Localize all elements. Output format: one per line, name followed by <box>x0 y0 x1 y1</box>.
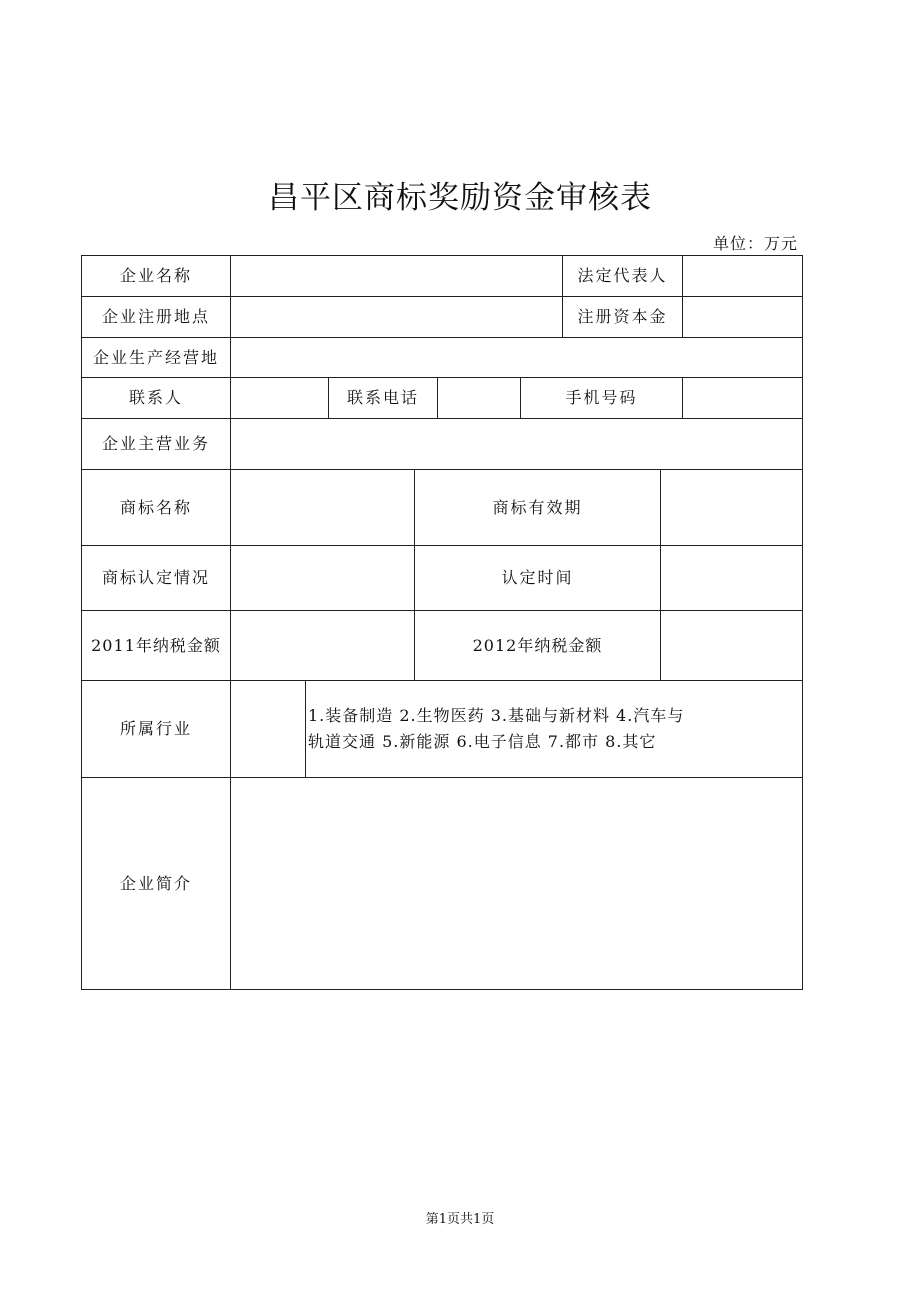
industry-options-line1: 1.装备制造 2.生物医药 3.基础与新材料 4.汽车与 <box>308 705 685 725</box>
main-business-label: 企业主营业务 <box>82 419 231 470</box>
trademark-name-label: 商标名称 <box>82 470 231 546</box>
industry-options-line2: 轨道交通 5.新能源 6.电子信息 7.都市 8.其它 <box>308 732 657 751</box>
reg-address-label: 企业注册地点 <box>82 297 231 338</box>
enterprise-name-field[interactable] <box>231 256 563 297</box>
enterprise-name-label: 企业名称 <box>82 256 231 297</box>
page-footer: 第1页共1页 <box>425 1212 495 1227</box>
contact-phone-field[interactable] <box>438 378 521 419</box>
table-row <box>82 256 803 297</box>
mobile-field[interactable] <box>683 378 803 419</box>
tax-2011-label: 2011年纳税金额 <box>82 611 231 681</box>
industry-options <box>306 681 803 778</box>
profile-label: 企业简介 <box>82 778 231 990</box>
contact-person-label: 联系人 <box>82 378 231 419</box>
industry-label: 所属行业 <box>82 681 231 778</box>
trademark-validity-field[interactable] <box>661 470 803 546</box>
profile-field[interactable] <box>231 778 803 990</box>
production-site-field[interactable] <box>231 338 803 378</box>
reg-capital-field[interactable] <box>683 297 803 338</box>
table-row <box>82 611 803 681</box>
table-row <box>82 378 803 419</box>
contact-person-field[interactable] <box>231 378 329 419</box>
legal-rep-field[interactable] <box>683 256 803 297</box>
table-row <box>82 297 803 338</box>
recognition-time-label: 认定时间 <box>415 546 661 611</box>
mobile-label: 手机号码 <box>521 378 683 419</box>
table-row <box>82 419 803 470</box>
production-site-label: 企业生产经营地 <box>82 338 231 378</box>
tax-2012-field[interactable] <box>661 611 803 681</box>
table-row <box>82 470 803 546</box>
unit-label: 单位：万元 <box>712 234 798 253</box>
tax-2012-label: 2012年纳税金额 <box>415 611 661 681</box>
industry-field[interactable] <box>231 681 306 778</box>
recognition-time-field[interactable] <box>661 546 803 611</box>
trademark-name-field[interactable] <box>231 470 415 546</box>
tax-2011-field[interactable] <box>231 611 415 681</box>
table-row <box>82 681 803 778</box>
reg-capital-label: 注册资本金 <box>563 297 683 338</box>
trademark-validity-label: 商标有效期 <box>415 470 661 546</box>
trademark-recognition-label: 商标认定情况 <box>82 546 231 611</box>
table-row <box>82 338 803 378</box>
form-title: 昌平区商标奖励资金审核表 <box>268 180 652 216</box>
trademark-recognition-field[interactable] <box>231 546 415 611</box>
review-form-table <box>81 255 803 990</box>
main-business-field[interactable] <box>231 419 803 470</box>
table-row <box>82 778 803 990</box>
contact-phone-label: 联系电话 <box>329 378 438 419</box>
table-row <box>82 546 803 611</box>
reg-address-field[interactable] <box>231 297 563 338</box>
legal-rep-label: 法定代表人 <box>563 256 683 297</box>
